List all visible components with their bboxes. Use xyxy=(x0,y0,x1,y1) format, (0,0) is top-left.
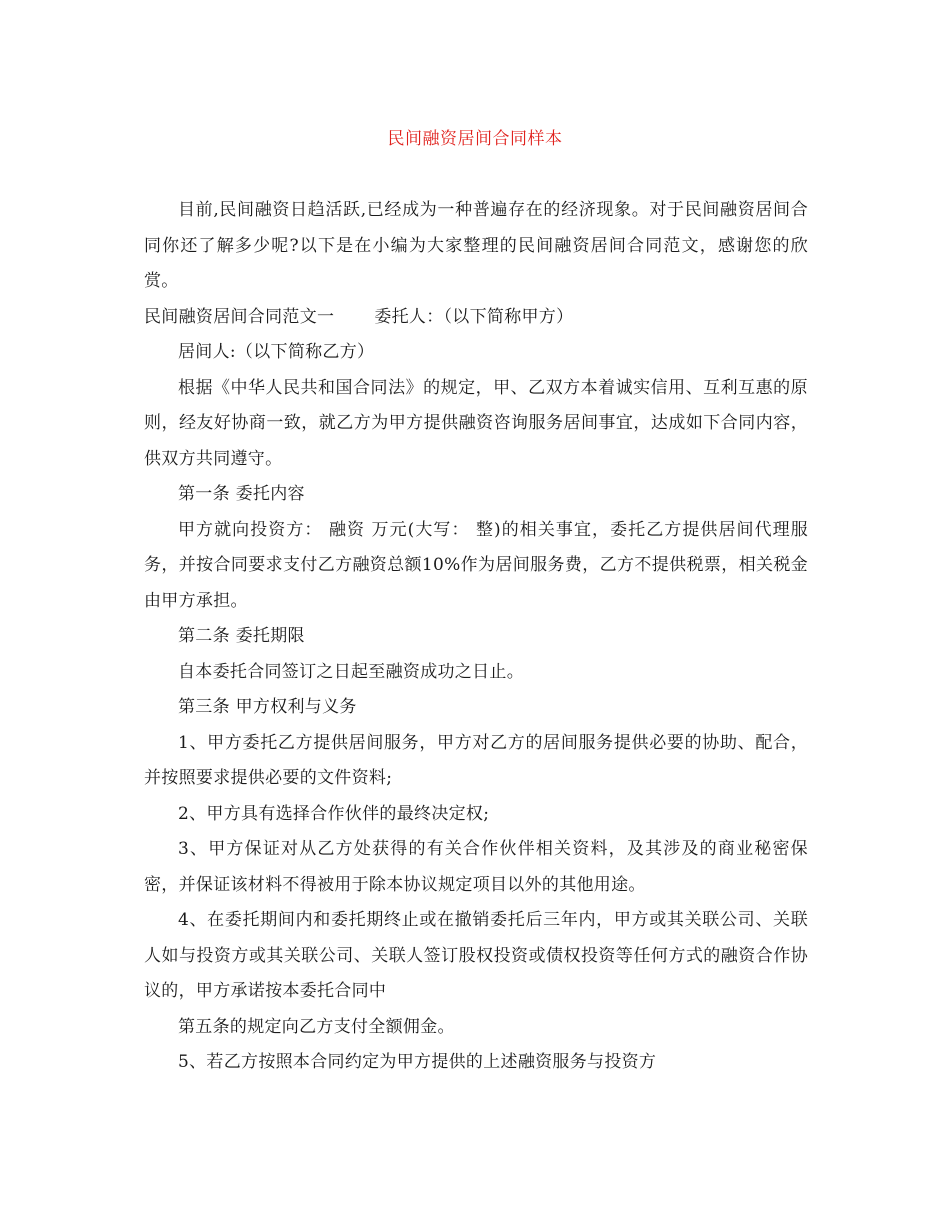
article-2-heading: 第二条 委托期限 xyxy=(178,626,305,646)
document-title: 民间融资居间合同样本 xyxy=(387,129,563,149)
paragraph-intermediary: 居间人:（以下简称乙方） xyxy=(178,342,375,362)
client-label: 委托人：（以下简称甲方） xyxy=(374,306,574,327)
article-1-heading: 第一条 委托内容 xyxy=(178,484,305,504)
article-3-item-3: 3、甲方保证对从乙方处获得的有关合作伙伴相关资料，及其涉及的商业秘密保密，并保证该材料不得被用于除本协议规定项目以外的其他用途。 xyxy=(144,839,808,895)
article-3-item-4: 4、在委托期间内和委托期终止或在撤销委托后三年内，甲方或其关联公司、关联人如与投资方或其关联公司、关联人签订股权投资或债权投资等任何方式的融资合作协议的，甲方承诺按本委托合同中 xyxy=(144,910,808,1001)
article-2-body: 自本委托合同签订之日起至融资成功之日止。 xyxy=(178,661,524,682)
sample-heading-text: 民间融资居间合同范文一 xyxy=(144,306,335,327)
article-3-item-4-cont: 第五条的规定向乙方支付全额佣金。 xyxy=(178,1016,455,1037)
document-body xyxy=(144,193,808,1081)
paragraph-preamble: 根据《中华人民共和国合同法》的规定，甲、乙双方本着诚实信用、互利互惠的原则，经友好协商一致，就乙方为甲方提供融资咨询服务居间事宜，达成如下合同内容，供双方共同遵守。 xyxy=(144,377,808,469)
article-3-item-2: 2、甲方具有选择合作伙伴的最终决定权; xyxy=(178,803,490,824)
paragraph-intro: 目前,民间融资日趋活跃,已经成为一种普遍存在的经济现象。对于民间融资居间合同你还了解多少呢?以下是在小编为大家整理的民间融资居间合同范文，感谢您的欣赏。 xyxy=(144,200,808,291)
article-3-item-1: 1、甲方委托乙方提供居间服务，甲方对乙方的居间服务提供必要的协助、配合，并按照要求提供必要的文件资料; xyxy=(144,732,808,788)
article-3-heading: 第三条 甲方权利与义务 xyxy=(178,697,357,717)
article-3-item-5: 5、若乙方按照本合同约定为甲方提供的上述融资服务与投资方 xyxy=(178,1052,657,1072)
article-1-body: 甲方就向投资方： 融资 万元(大写： 整)的相关事宜，委托乙方提供居间代理服务，并按合同要求支付乙方融资总额10%作为居间服务费，乙方不提供税票，相关税金由甲方承担。 xyxy=(144,519,808,611)
paragraph-sample-heading xyxy=(144,300,808,336)
